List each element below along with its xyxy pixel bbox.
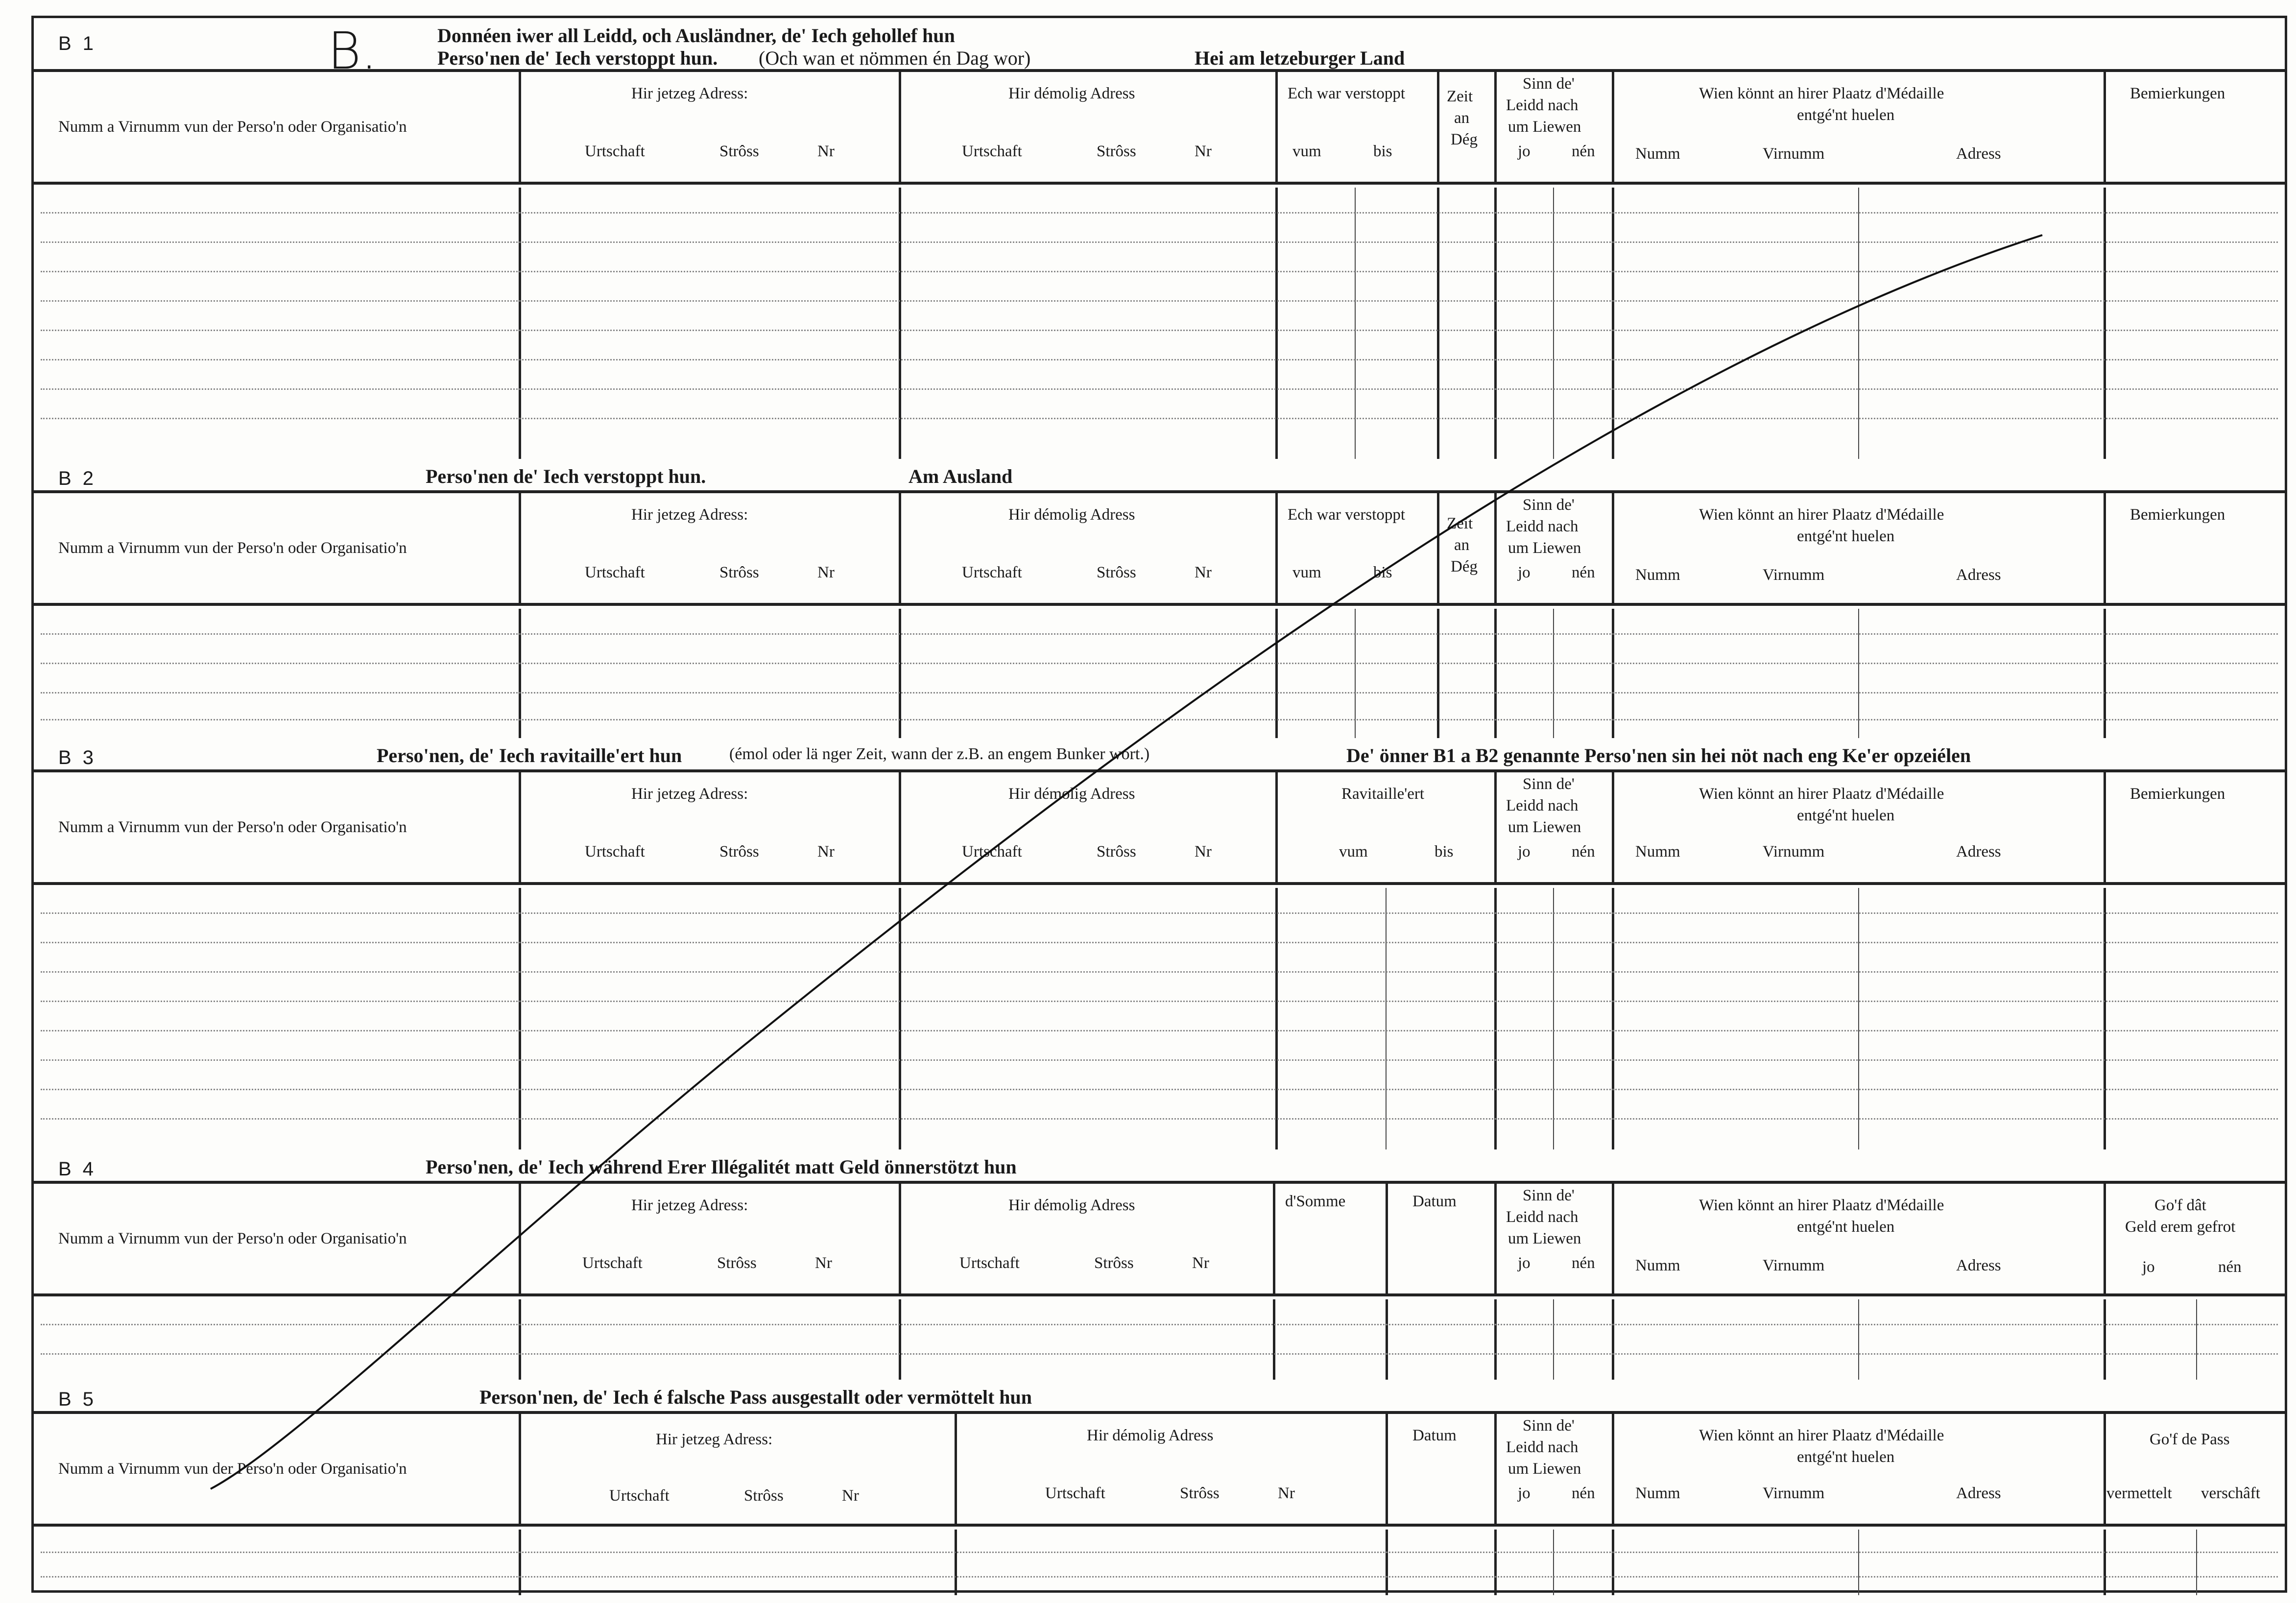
header-surname: Numm — [1635, 566, 1680, 584]
header-nr: Nr — [817, 843, 835, 861]
header-supplied: Ravitaille'ert — [1341, 785, 1425, 803]
header-medal-line2: entgé'nt huelen — [1797, 527, 1895, 545]
section-b5-header — [34, 1414, 2285, 1527]
header-nr: Nr — [1278, 1484, 1295, 1502]
header-date: Datum — [1412, 1427, 1457, 1444]
header-street: Strôss — [719, 564, 759, 581]
header-previous-address: Hir démolig Adress — [1008, 785, 1135, 803]
header-risk-line2: Leidd nach — [1506, 518, 1578, 535]
header-town: Urtschaft — [962, 143, 1022, 160]
header-risk-line2: Leidd nach — [1506, 1438, 1578, 1456]
header-surname: Numm — [1635, 1257, 1680, 1274]
header-remarks: Bemierkungen — [2130, 506, 2225, 524]
section-b3-heading: Perso'nen, de' Iech ravitaille'ert hun — [377, 744, 682, 766]
header-nr: Nr — [1195, 564, 1212, 581]
header-gave-back-line2: Geld erem gefrot — [2125, 1218, 2236, 1236]
header-yes: jo — [2142, 1258, 2155, 1276]
header-firstname: Virnumm — [1763, 1484, 1825, 1502]
header-surname: Numm — [1635, 145, 1680, 163]
section-b4-heading: Perso'nen, de' Iech während Erer Illégalitét matt Geld önnerstötzt hun — [426, 1156, 1017, 1178]
header-days-line3: Dég — [1451, 558, 1478, 575]
section-b2-heading: Perso'nen de' Iech verstoppt hun. — [426, 465, 706, 487]
header-firstname: Virnumm — [1763, 1257, 1825, 1274]
header-yes: jo — [1518, 564, 1531, 581]
header-no: nén — [1572, 1254, 1595, 1272]
section-b4-title-bar — [34, 1149, 2285, 1184]
header-address: Adress — [1956, 145, 2001, 163]
section-b1-rows — [34, 188, 2285, 459]
header-current-address: Hir jetzeg Adress: — [631, 1196, 748, 1214]
header-no: nén — [2218, 1258, 2242, 1276]
section-b1-heading: Donnéen iwer all Leidd, och Ausländner, de' Iech gehollef hun — [437, 24, 955, 47]
header-surname: Numm — [1635, 1484, 1680, 1502]
header-sum: d'Somme — [1285, 1193, 1346, 1210]
section-b3-note: (émol oder lä nger Zeit, wann der z.B. an engem Bunker wort.) — [729, 745, 1150, 763]
header-nr: Nr — [1195, 143, 1212, 160]
header-nr: Nr — [842, 1487, 859, 1505]
section-b2-rows — [34, 609, 2285, 738]
header-town: Urtschaft — [609, 1487, 670, 1505]
header-current-address: Hir jetzeg Adress: — [656, 1431, 773, 1448]
header-yes: jo — [1518, 143, 1531, 160]
header-nr: Nr — [1195, 843, 1212, 861]
section-b5-title-bar — [34, 1380, 2285, 1414]
header-name: Numm a Virnumm vun der Perso'n oder Organisatio'n — [58, 1460, 407, 1478]
header-street: Strôss — [719, 843, 759, 861]
header-name: Numm a Virnumm vun der Perso'n oder Organisatio'n — [58, 539, 407, 557]
header-previous-address: Hir démolig Adress — [1087, 1427, 1214, 1444]
section-b4-code: B 4 — [58, 1158, 97, 1180]
header-from: vum — [1339, 843, 1368, 861]
header-town: Urtschaft — [585, 564, 645, 581]
header-town: Urtschaft — [585, 843, 645, 861]
section-b1-code: B 1 — [58, 33, 97, 54]
header-risk-line1: Sinn de' — [1523, 1187, 1575, 1204]
header-street: Strôss — [719, 143, 759, 160]
header-nr: Nr — [1192, 1254, 1209, 1272]
section-b3-tail: De' önner B1 a B2 genannte Perso'nen sin hei nöt nach eng Ke'er opzeiélen — [1346, 744, 1971, 766]
section-b2-title-bar — [34, 459, 2285, 493]
header-surname: Numm — [1635, 843, 1680, 861]
header-to: bis — [1373, 143, 1392, 160]
header-name: Numm a Virnumm vun der Perso'n oder Organisatio'n — [58, 1230, 407, 1247]
section-b5-heading: Person'nen, de' Iech é falsche Pass ausgestallt oder vermöttelt hun — [479, 1386, 1032, 1408]
header-hidden: Ech war verstoppt — [1288, 85, 1406, 102]
header-pass-passed: vermettelt — [2106, 1484, 2172, 1502]
header-days-line2: an — [1454, 536, 1470, 554]
header-medal-line2: entgé'nt huelen — [1797, 106, 1895, 124]
header-name: Numm a Virnumm vun der Perso'n oder Organisatio'n — [58, 818, 407, 836]
header-address: Adress — [1956, 843, 2001, 861]
header-no: nén — [1572, 564, 1595, 581]
header-gave-back-line1: Go'f dât — [2154, 1196, 2206, 1214]
header-no: nén — [1572, 843, 1595, 861]
header-nr: Nr — [817, 143, 835, 160]
header-medal-line1: Wien könnt an hirer Plaatz d'Médaille — [1699, 785, 1944, 803]
header-medal-line2: entgé'nt huelen — [1797, 1448, 1895, 1466]
header-risk-line2: Leidd nach — [1506, 1208, 1578, 1226]
header-medal-line1: Wien könnt an hirer Plaatz d'Médaille — [1699, 1196, 1944, 1214]
header-from: vum — [1292, 143, 1321, 160]
header-current-address: Hir jetzeg Adress: — [631, 85, 748, 102]
header-date: Datum — [1412, 1193, 1457, 1210]
header-yes: jo — [1518, 1484, 1531, 1502]
header-address: Adress — [1956, 1484, 2001, 1502]
section-b4-rows — [34, 1299, 2285, 1380]
section-b2-header — [34, 493, 2285, 606]
section-b1-header — [34, 72, 2285, 185]
header-street: Strôss — [717, 1254, 757, 1272]
header-name: Numm a Virnumm vun der Perso'n oder Organisatio'n — [58, 118, 407, 136]
header-medal-line2: entgé'nt huelen — [1797, 1218, 1895, 1236]
section-b-letter: B. — [328, 21, 378, 81]
header-medal-line1: Wien könnt an hirer Plaatz d'Médaille — [1699, 85, 1944, 102]
header-current-address: Hir jetzeg Adress: — [631, 506, 748, 524]
header-street: Strôss — [744, 1487, 784, 1505]
header-remarks: Bemierkungen — [2130, 785, 2225, 803]
header-to: bis — [1373, 564, 1392, 581]
header-no: nén — [1572, 143, 1595, 160]
section-b3-code: B 3 — [58, 747, 97, 768]
header-street: Strôss — [1097, 843, 1136, 861]
section-b3-rows — [34, 888, 2285, 1149]
header-yes: jo — [1518, 1254, 1531, 1272]
header-risk-line1: Sinn de' — [1523, 1417, 1575, 1435]
header-previous-address: Hir démolig Adress — [1008, 85, 1135, 102]
header-risk-line2: Leidd nach — [1506, 96, 1578, 114]
header-risk-line1: Sinn de' — [1523, 775, 1575, 793]
header-street: Strôss — [1097, 143, 1136, 160]
section-b1 — [34, 18, 2285, 459]
header-risk-line3: um Liewen — [1508, 1230, 1581, 1247]
header-from: vum — [1292, 564, 1321, 581]
header-remarks: Bemierkungen — [2130, 85, 2225, 102]
header-current-address: Hir jetzeg Adress: — [631, 785, 748, 803]
header-previous-address: Hir démolig Adress — [1008, 1196, 1135, 1214]
header-town: Urtschaft — [959, 1254, 1020, 1272]
header-town: Urtschaft — [585, 143, 645, 160]
header-days-line3: Dég — [1451, 131, 1478, 148]
header-medal-line2: entgé'nt huelen — [1797, 807, 1895, 824]
header-town: Urtschaft — [962, 843, 1022, 861]
header-firstname: Virnumm — [1763, 566, 1825, 584]
section-b2 — [34, 459, 2285, 738]
header-address: Adress — [1956, 1257, 2001, 1274]
header-town: Urtschaft — [1045, 1484, 1105, 1502]
header-to: bis — [1435, 843, 1454, 861]
header-no: nén — [1572, 1484, 1595, 1502]
header-days-line1: Zeit — [1447, 88, 1473, 105]
header-nr: Nr — [817, 564, 835, 581]
header-firstname: Virnumm — [1763, 145, 1825, 163]
section-b4-header — [34, 1184, 2285, 1296]
header-street: Strôss — [1180, 1484, 1220, 1502]
header-days-line1: Zeit — [1447, 515, 1473, 532]
header-risk-line3: um Liewen — [1508, 1460, 1581, 1478]
section-b2-code: B 2 — [58, 468, 97, 489]
section-b2-place: Am Ausland — [909, 465, 1013, 487]
header-risk-line2: Leidd nach — [1506, 797, 1578, 814]
header-town: Urtschaft — [582, 1254, 643, 1272]
header-pass: Go'f de Pass — [2150, 1431, 2230, 1448]
header-town: Urtschaft — [962, 564, 1022, 581]
header-address: Adress — [1956, 566, 2001, 584]
header-medal-line1: Wien könnt an hirer Plaatz d'Médaille — [1699, 506, 1944, 524]
header-days-line2: an — [1454, 109, 1470, 127]
header-medal-line1: Wien könnt an hirer Plaatz d'Médaille — [1699, 1427, 1944, 1444]
header-risk-line1: Sinn de' — [1523, 496, 1575, 514]
header-pass-made: verschâft — [2201, 1484, 2260, 1502]
section-b5 — [34, 1380, 2285, 1595]
header-risk-line3: um Liewen — [1508, 539, 1581, 557]
form-sheet — [31, 16, 2287, 1593]
header-hidden: Ech war verstoppt — [1288, 506, 1406, 524]
section-b3-title-bar — [34, 738, 2285, 772]
section-b1-note: (Och wan et nömmen én Dag wor) — [759, 47, 1031, 69]
section-b3 — [34, 738, 2285, 1149]
header-risk-line3: um Liewen — [1508, 818, 1581, 836]
header-risk-line1: Sinn de' — [1523, 75, 1575, 93]
section-b3-header — [34, 772, 2285, 885]
section-b1-title-bar — [34, 18, 2285, 81]
header-risk-line3: um Liewen — [1508, 118, 1581, 136]
section-b1-place: Hei am letzeburger Land — [1195, 47, 1405, 69]
header-nr: Nr — [815, 1254, 832, 1272]
section-b5-code: B 5 — [58, 1388, 97, 1410]
header-previous-address: Hir démolig Adress — [1008, 506, 1135, 524]
header-yes: jo — [1518, 843, 1531, 861]
header-street: Strôss — [1094, 1254, 1134, 1272]
header-street: Strôss — [1097, 564, 1136, 581]
section-b1-subheading: Perso'nen de' Iech verstoppt hun. — [437, 47, 718, 69]
header-firstname: Virnumm — [1763, 843, 1825, 861]
section-b4 — [34, 1149, 2285, 1380]
section-b5-rows — [34, 1530, 2285, 1595]
